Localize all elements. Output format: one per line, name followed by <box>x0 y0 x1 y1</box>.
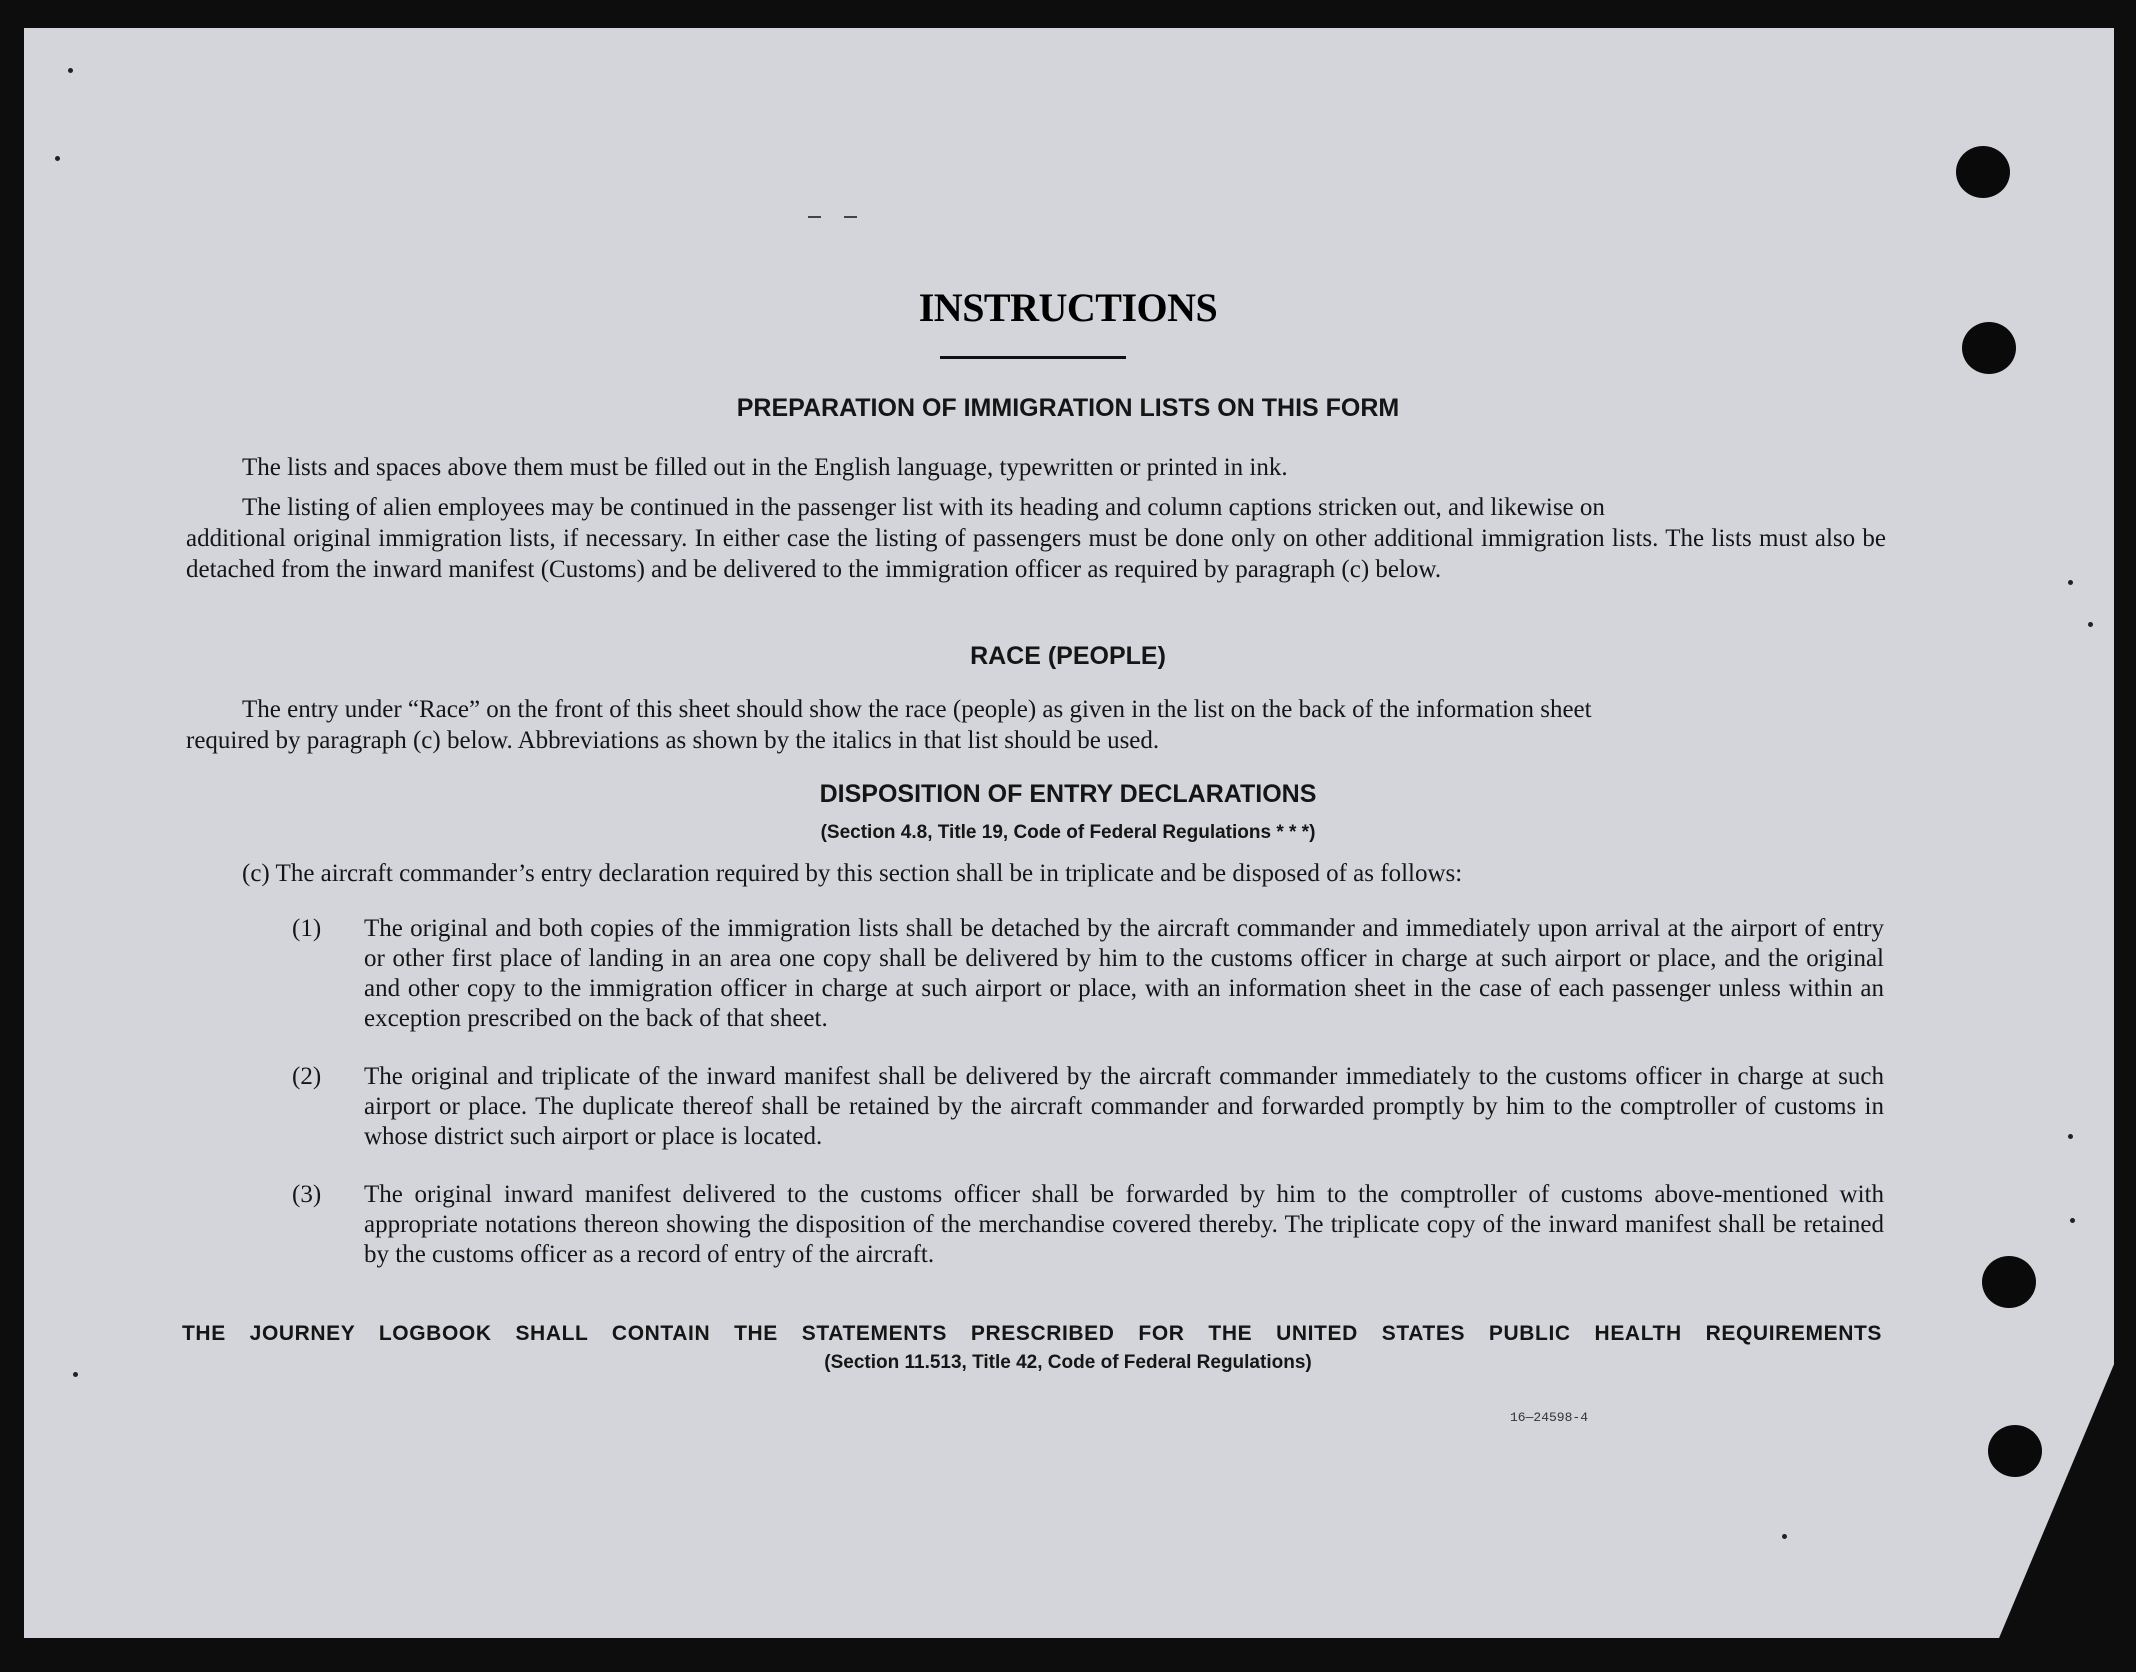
paragraph-text: required by paragraph (c) below. Abbreviations as shown by the italics in that list should be used. <box>186 727 1160 754</box>
punch-hole <box>1988 1425 2042 1477</box>
mark <box>844 216 857 218</box>
section-heading-preparation: PREPARATION OF IMMIGRATION LISTS ON THIS FORM <box>736 394 1400 422</box>
speck <box>2088 622 2093 627</box>
item-text: The original inward manifest delivered to the customs officer shall be forwarded by him to the comptroller of customs above-mentioned with appropriate notations thereon showing the disposition of the merchandise covered thereby. The triplicate copy of the inward manifest shall be retained by the customs officer as a record of entry of the aircraft. <box>364 1181 1884 1268</box>
mark <box>808 216 821 218</box>
speck <box>55 156 60 161</box>
paragraph-text: (c) The aircraft commander’s entry declaration required by this section shall be in triplicate and be disposed of as follows: <box>242 860 1463 887</box>
punch-hole <box>1982 1256 2036 1308</box>
item-number: (2) <box>292 1063 322 1090</box>
title-rule <box>940 356 1126 359</box>
paragraph-preparation-2 <box>186 492 1886 585</box>
footer-citation: (Section 11.513, Title 42, Code of Federal Regulations) <box>824 1352 1312 1373</box>
punch-hole <box>1956 146 2010 198</box>
list-item <box>292 1180 1884 1270</box>
paragraph-disposition-intro <box>242 858 1892 889</box>
paragraph-text: The lists and spaces above them must be filled out in the English language, typewritten or printed in ink. <box>242 454 1288 481</box>
paragraph-text: The listing of alien employees may be continued in the passenger list with its heading and column captions stricken out, and likewise on <box>242 494 1605 521</box>
item-text: The original and both copies of the immigration lists shall be detached by the aircraft commander and immediately upon arrival at the airport of entry or other first place of landing in an area one copy shall be delivered by him to the customs officer in charge at such airport or place, and the original and other copy to the immigration officer in charge at such airport or place, with an information sheet in the case of each passenger unless within an exception prescribed on the back of that sheet. <box>364 915 1884 1032</box>
paragraph-text: The entry under “Race” on the front of this sheet should show the race (people) as given in the list on the back of the information sheet <box>242 696 1592 723</box>
speck <box>2070 1218 2075 1223</box>
item-text: The original and triplicate of the inward manifest shall be delivered by the aircraft commander immediately to the customs officer in charge at such airport or place. The duplicate thereof shall be retained by the aircraft commander and forwarded promptly by him to the comptroller of customs in whose district such airport or place is located. <box>364 1063 1884 1150</box>
page-title: INSTRUCTIONS <box>918 285 1218 330</box>
speck <box>2068 1134 2073 1139</box>
paragraph-race <box>186 694 1886 756</box>
list-item <box>292 1062 1884 1152</box>
list-item <box>292 914 1884 1034</box>
section-subheading-disposition: (Section 4.8, Title 19, Code of Federal Regulations * * *) <box>820 822 1316 843</box>
speck <box>68 68 73 73</box>
section-heading-race: RACE (PEOPLE) <box>970 642 1166 670</box>
footer-statement: THE JOURNEY LOGBOOK SHALL CONTAIN THE STATEMENTS PRESCRIBED FOR THE UNITED STATES PUBLIC HEALTH REQUIREMENTS <box>182 1322 1882 1345</box>
paragraph-preparation-1 <box>186 452 1886 483</box>
section-heading-disposition: DISPOSITION OF ENTRY DECLARATIONS <box>819 780 1317 808</box>
paragraph-text: additional original immigration lists, if necessary. In either case the listing of passengers must be done only on other additional immigration lists. The lists must also be detached from the inward manifest (Customs) and be delivered to the immigration officer as required by paragraph (c) below. <box>186 525 1886 583</box>
speck <box>1782 1534 1787 1539</box>
form-number: 16—24598-4 <box>1510 1410 1589 1425</box>
speck <box>2068 580 2073 585</box>
item-number: (3) <box>292 1181 322 1208</box>
item-number: (1) <box>292 915 322 942</box>
